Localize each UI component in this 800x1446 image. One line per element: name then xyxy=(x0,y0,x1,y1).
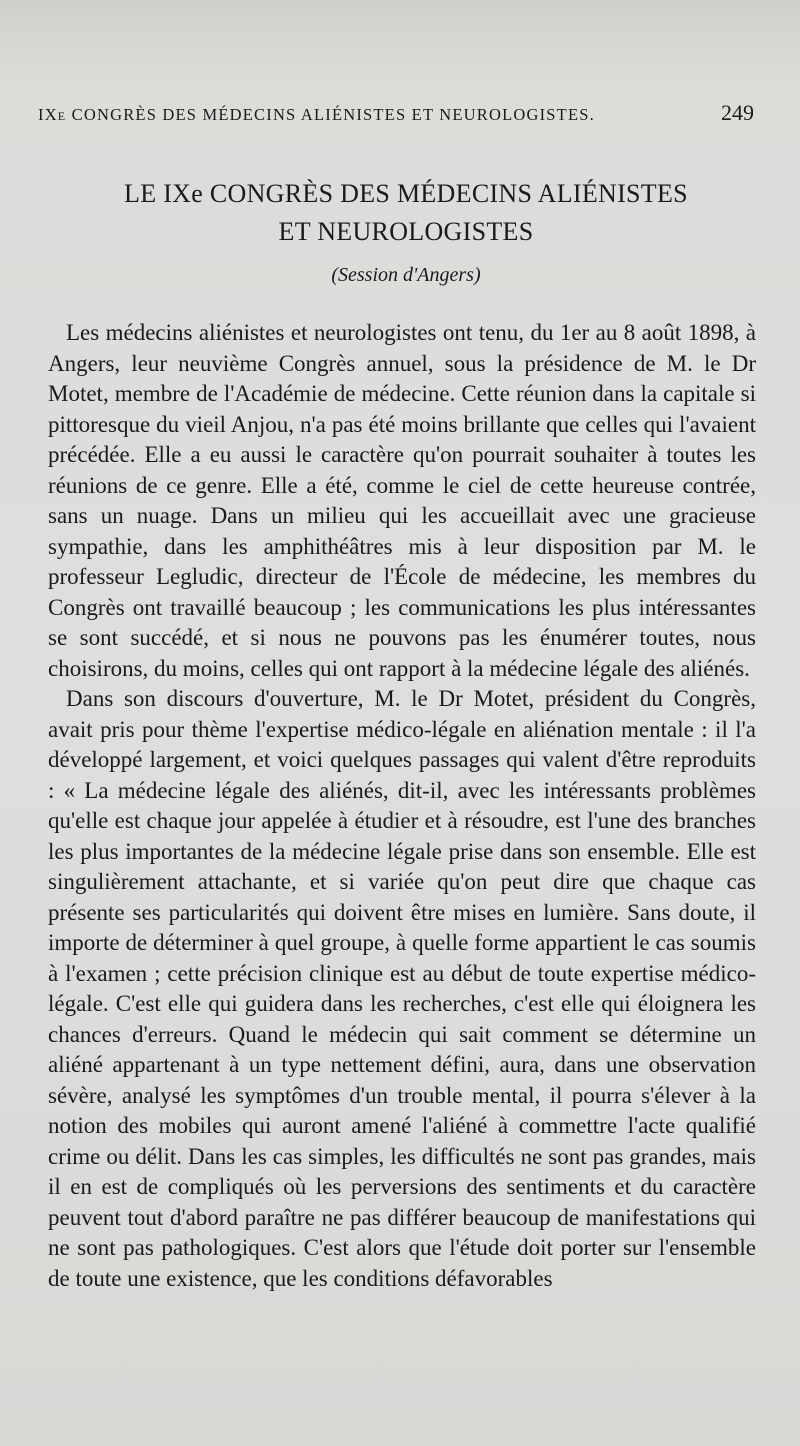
article-title-line-2: ET NEUROLOGISTES xyxy=(278,217,534,246)
article-subtitle xyxy=(48,261,764,289)
paragraph-2: Dans son discours d'ouverture, M. le Dr Motet, président du Congrès, avait pris pour thème l'expertise médico-légale en aliénation mentale : il l'a développé largement, et voici quelques passages qui valent d'être reproduits : « La médecine légale des aliénés, dit-il, avec les intéressants problèmes qu'elle est chaque jour appelée à étudier et à résoudre, est l'une des branches les plus importantes de la médecine légale prise dans son ensemble. Elle est singulièrement attachante, et si variée qu'on peut dire que chaque cas présente ses particularités qui doivent être mises en lumière. Sans doute, il importe de déterminer à quel groupe, à quelle forme appartient le cas soumis à l'examen ; cette précision clinique est au début de toute expertise médico-légale. C'est elle qui guidera dans les recherches, c'est elle qui éloignera les chances d'erreurs. Quand le médecin qui sait comment se détermine un aliéné appartenant à un type nettement défini, aura, dans une observation sévère, analysé les symptômes d'un trouble mental, il pourra s'élever à la notion des mobiles qui auront amené l'aliéné à commettre l'acte qualifié crime ou délit. Dans les cas simples, les difficultés ne sont pas grandes, mais il en est de compliqués où les perversions des sentiments et du caractère peuvent tout d'abord paraître ne pas différer beaucoup de manifestations qui ne sont pas pathologiques. C'est alors que l'étude doit porter sur l'ensemble de toute une existence, que les conditions défavorables xyxy=(48,686,756,1291)
page-number: 249 xyxy=(721,100,754,125)
article-body xyxy=(48,318,756,1294)
paragraph-1: Les médecins aliénistes et neurologistes ont tenu, du 1er au 8 août 1898, à Angers, leur neuvième Congrès annuel, sous la présidence de M. le Dr Motet, membre de l'Académie de médecine. Cette réunion dans la capitale si pittoresque du vieil Anjou, n'a pas été moins brillante que celles qui l'avaient précédée. Elle a eu aussi le caractère qu'on pourrait souhaiter à toutes les réunions de ce genre. Elle a été, comme le ciel de cette heureuse contrée, sans un nuage. Dans un milieu qui les accueillait avec une gracieuse sympathie, dans les amphithéâtres mis à leur disposition par M. le professeur Legludic, directeur de l'École de médecine, les membres du Congrès ont travaillé beaucoup ; les communications les plus intéressantes se sont succédé, et si nous ne pouvons pas les énumérer toutes, nous choisirons, du moins, celles qui ont rapport à la médecine légale des aliénés. xyxy=(48,320,756,681)
article-title-block xyxy=(48,175,764,289)
running-head xyxy=(38,100,754,126)
session-label: (Session d'Angers) xyxy=(331,264,481,286)
article-title-line-1: LE IXe CONGRÈS DES MÉDECINS ALIÉNISTES xyxy=(124,179,688,208)
running-title: IXe CONGRÈS DES MÉDECINS ALIÉNISTES ET NEUROLOGISTES. xyxy=(38,105,595,124)
